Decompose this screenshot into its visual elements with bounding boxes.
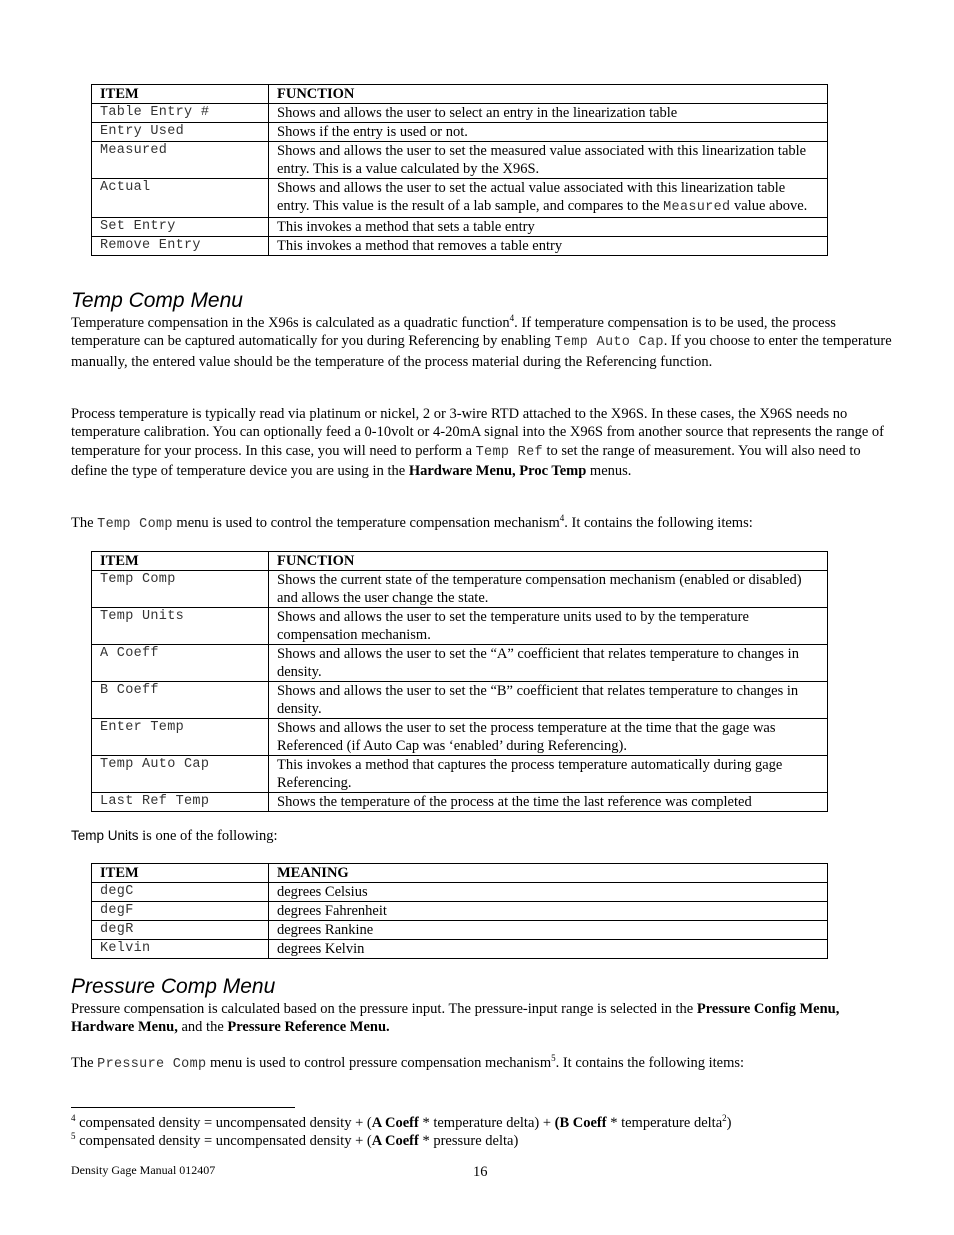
- code-term: Temp Auto Cap: [554, 335, 664, 351]
- code-term: Pressure Comp: [97, 1057, 207, 1072]
- paragraph-temp-intro: [71, 314, 893, 371]
- text-run: The: [71, 515, 98, 531]
- code-term: Temp Ref: [475, 444, 543, 460]
- item-cell: Measured: [92, 142, 269, 179]
- text-run: compensated density = uncompensated density + (: [75, 1115, 372, 1131]
- function-cell: Shows the current state of the temperature compensation mechanism (enabled or disabled) and allows the user change the state.: [269, 571, 828, 608]
- table-row: [92, 921, 828, 940]
- bold-term: A Coeff: [371, 1133, 419, 1149]
- item-cell: degC: [92, 883, 269, 902]
- text-run: compensated density = uncompensated density + (: [75, 1133, 372, 1149]
- paragraph-pressure-intro: [71, 1000, 893, 1037]
- table-row: [92, 883, 828, 902]
- text-run: ): [726, 1115, 732, 1131]
- column-header: ITEM: [92, 85, 269, 104]
- function-cell: Shows and allows the user to set the measured value associated with this linearization table entry. This is a value calculated by the X96S.: [269, 142, 828, 179]
- temp-units-table: [91, 863, 828, 959]
- function-cell: Shows the temperature of the process at the time the last reference was completed: [269, 793, 828, 812]
- paragraph-temp-comp-items: [71, 514, 893, 534]
- function-cell: Shows and allows the user to select an entry in the linearization table: [269, 104, 828, 123]
- function-cell: This invokes a method that sets a table entry: [269, 218, 828, 237]
- item-cell: Temp Units: [92, 608, 269, 645]
- text-run: . If temperature compensation is to be used, the process temperature can be captured automatically for you during Referencing by enabling: [71, 315, 836, 350]
- column-header: MEANING: [269, 864, 828, 883]
- item-cell: Kelvin: [92, 940, 269, 959]
- footnote-ref: 4: [509, 313, 515, 324]
- bold-term: (B Coeff: [554, 1115, 607, 1131]
- table-row: [92, 940, 828, 959]
- table-row: [92, 608, 828, 645]
- text-run: Pressure compensation is calculated based on the pressure input. The pressure-input range is selected in the: [71, 1001, 697, 1017]
- paragraph-temp-units-intro: [71, 827, 893, 845]
- function-cell: Shows and allows the user to set the process temperature at the time that the gage was Referenced (if Auto Cap was ‘enabled’ during Referencing).: [269, 719, 828, 756]
- text-run: value above.: [730, 198, 808, 214]
- table-header-row: [92, 552, 828, 571]
- item-cell: A Coeff: [92, 645, 269, 682]
- bold-term: A Coeff: [371, 1115, 419, 1131]
- text-run: * temperature delta: [606, 1115, 723, 1131]
- item-cell: B Coeff: [92, 682, 269, 719]
- footnote-number: 5: [71, 1131, 76, 1142]
- column-header: ITEM: [92, 864, 269, 883]
- text-run: The: [71, 1055, 98, 1071]
- superscript: 2: [722, 1113, 727, 1124]
- meaning-cell: degrees Fahrenheit: [269, 902, 828, 921]
- text-run: . It contains the following items:: [564, 515, 753, 531]
- text-run: and the: [177, 1019, 228, 1036]
- meaning-cell: degrees Rankine: [269, 921, 828, 940]
- table-row: [92, 218, 828, 237]
- table-row: [92, 645, 828, 682]
- function-cell: Shows and allows the user to set the temperature units used to by the temperature compensation mechanism.: [269, 608, 828, 645]
- function-cell: Shows and allows the user to set the “A” coefficient that relates temperature to changes in density.: [269, 645, 828, 682]
- function-cell: Shows and allows the user to set the “B” coefficient that relates temperature to changes in density.: [269, 682, 828, 719]
- column-header: ITEM: [92, 552, 269, 571]
- paragraph-process-temp: [71, 405, 893, 481]
- table-row: [92, 682, 828, 719]
- text-run: . If you choose to enter the temperature manually, the entered value should be the temperature of the process material during the Referencing function.: [71, 333, 892, 370]
- column-header: FUNCTION: [269, 552, 828, 571]
- footnote-divider: [71, 1107, 295, 1108]
- manual-title: Density Gage Manual 012407: [71, 1163, 216, 1177]
- text-run: menu is used to control pressure compensation mechanism: [206, 1055, 552, 1071]
- code-term: Temp Comp: [97, 517, 173, 532]
- item-cell: Entry Used: [92, 123, 269, 142]
- page-number: 16: [473, 1164, 488, 1180]
- table-row: [92, 902, 828, 921]
- item-cell: Temp Comp: [92, 571, 269, 608]
- text-run: menus.: [586, 463, 632, 480]
- bold-term: Pressure Config Menu, Hardware Menu,: [71, 1001, 840, 1036]
- footnote-4: [71, 1114, 731, 1132]
- text-run: Shows and allows the user to set the actual value associated with this linearization table entry. This value is the result of a lab sample, and compares to the: [277, 180, 786, 214]
- item-cell: Actual: [92, 179, 269, 218]
- linearization-table: [91, 84, 828, 256]
- temp-comp-table: [91, 551, 828, 812]
- function-cell: Shows if the entry is used or not.: [269, 123, 828, 142]
- table-row: [92, 142, 828, 179]
- footnote-ref: 4: [559, 513, 565, 524]
- item-cell: degF: [92, 902, 269, 921]
- table-header-row: [92, 864, 828, 883]
- text-run: is one of the following:: [138, 828, 278, 844]
- section-heading-temp-comp: Temp Comp Menu: [71, 289, 243, 312]
- meaning-cell: degrees Celsius: [269, 883, 828, 902]
- text-run: to set the range of measurement. You will also need to define the type of temperature device you are using in the: [71, 442, 861, 480]
- footnote-5: [71, 1132, 518, 1150]
- table-row: [92, 719, 828, 756]
- function-cell: This invokes a method that captures the process temperature automatically during gage Referencing.: [269, 756, 828, 793]
- text-run: * temperature delta) +: [418, 1115, 555, 1131]
- item-cell: Enter Temp: [92, 719, 269, 756]
- text-run: * pressure delta): [418, 1133, 519, 1149]
- item-cell: degR: [92, 921, 269, 940]
- paragraph-pressure-items: [71, 1054, 893, 1074]
- item-cell: Last Ref Temp: [92, 793, 269, 812]
- meaning-cell: degrees Kelvin: [269, 940, 828, 959]
- footnote-number: 4: [71, 1113, 76, 1124]
- text-run: . It contains the following items:: [555, 1055, 745, 1071]
- item-cell: Set Entry: [92, 218, 269, 237]
- bold-term: Pressure Reference Menu.: [227, 1019, 390, 1036]
- table-row: [92, 793, 828, 812]
- section-heading-pressure-comp: Pressure Comp Menu: [71, 975, 276, 998]
- table-row: [92, 104, 828, 123]
- text-run: menu is used to control the temperature compensation mechanism: [172, 515, 560, 531]
- table-header-row: [92, 85, 828, 104]
- text-run: Temperature compensation in the X96s is calculated as a quadratic function: [71, 315, 510, 331]
- function-cell: [269, 179, 828, 218]
- table-row: [92, 756, 828, 793]
- table-row: [92, 237, 828, 256]
- item-cell: Temp Auto Cap: [92, 756, 269, 793]
- footnote-ref: 5: [551, 1053, 556, 1064]
- table-row: [92, 571, 828, 608]
- column-header: FUNCTION: [269, 85, 828, 104]
- table-row: [92, 179, 828, 218]
- item-cell: Table Entry #: [92, 104, 269, 123]
- function-cell: This invokes a method that removes a table entry: [269, 237, 828, 256]
- item-cell: Remove Entry: [92, 237, 269, 256]
- bold-term: Hardware Menu, Proc Temp: [408, 463, 587, 480]
- code-term: Measured: [663, 200, 731, 215]
- term: Temp Units: [71, 828, 139, 843]
- table-row: [92, 123, 828, 142]
- text-run: Process temperature is typically read via platinum or nickel, 2 or 3-wire RTD attached to the X96S. In these cases, the X96S needs no temperature calibration. You can optionally feed a 0-10volt or 4-20mA signal into the X96S from another source that represents the range of temperature for your process. In this case, you will need to perform a: [71, 406, 884, 459]
